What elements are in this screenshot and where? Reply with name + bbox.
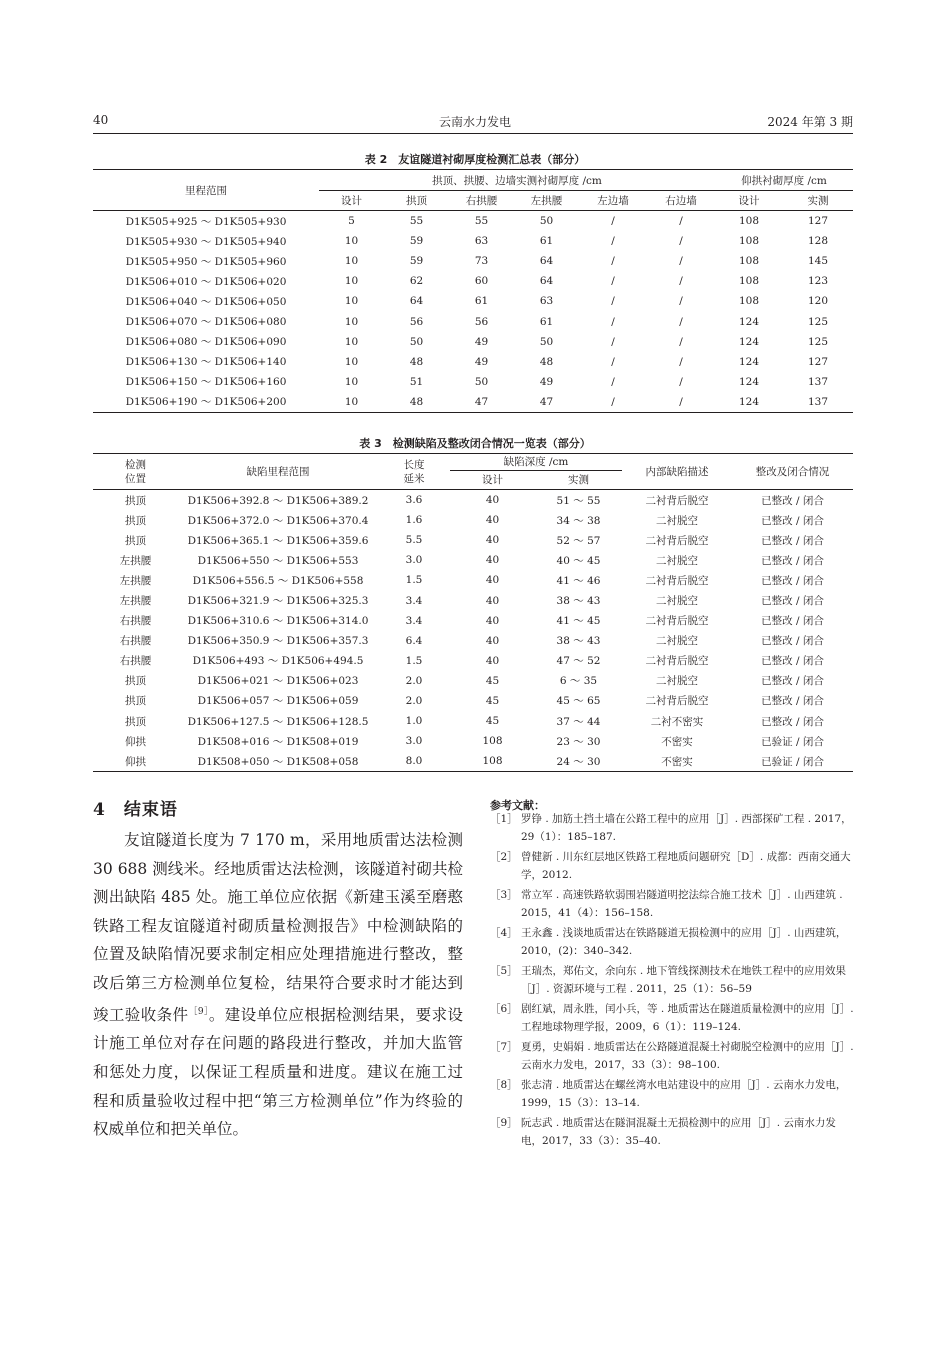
table-cell: 仰拱 — [125, 735, 146, 748]
table-row — [93, 691, 853, 711]
table3-header-status: 整改及闭合情况 — [732, 454, 853, 490]
table-cell: 已整改 / 闭合 — [761, 615, 824, 628]
table-cell: 47 ～ 52 — [556, 655, 601, 668]
table-cell: D1K505+925 ～ D1K505+930 — [125, 215, 287, 228]
table-cell: / — [579, 392, 647, 413]
table-cell: 49 — [539, 375, 554, 388]
table-cell: D1K506+010 ～ D1K506+020 — [125, 275, 287, 288]
reference-item — [490, 1000, 855, 1036]
table-cell: / — [611, 335, 615, 348]
table3-caption: 表 3 检测缺陷及整改闭合情况一览表（部分） — [359, 437, 591, 450]
table-cell: / — [611, 375, 615, 388]
table-cell: 已整改 / 闭合 — [761, 675, 824, 688]
table-cell: 左拱腰 — [119, 595, 152, 608]
reference-text: 王瑞杰，郑佑文，余向东 . 地下管线探测技术在地铁工程中的应用效果［J］. 资源环境与工程 . 2011，25（1）：56–59 — [521, 965, 847, 995]
table-cell: 38 ～ 43 — [556, 595, 601, 608]
table-cell: 已整改 / 闭合 — [761, 695, 824, 708]
table-row — [93, 271, 853, 291]
reference-item — [490, 1038, 855, 1074]
reference-text: 罗铮 . 加筋土挡土墙在公路工程中的应用［J］. 西部探矿工程 . 2017，29（1）：185–187. — [521, 813, 852, 843]
reference-number: ［4］ — [490, 927, 518, 939]
paragraph-text-part1: 友谊隧道长度为 7 170 m，采用地质雷达法检测 30 688 测线米。经地质雷达法检测，该隧道衬砌共检测出缺陷 485 处。施工单位应依据《新建玉溪至磨憨铁路工程友谊隧道衬砌质量检测报告》中检测缺陷的位置及缺陷情况要求制定相应处理措施进行整改，整改后第三方检测单位复检，结果符合要求时才能达到竣工验收条件 — [93, 831, 463, 1024]
table3-header-depth-design: 设计 — [450, 471, 535, 490]
table-cell: 二衬背后脱空 — [645, 494, 709, 507]
table-cell: / — [679, 275, 683, 288]
table-cell: 40 — [485, 614, 500, 627]
table-cell: 127 — [808, 355, 829, 368]
conclusion-paragraph — [93, 826, 463, 1144]
table-cell: D1K506+310.6 ～ D1K506+314.0 — [187, 615, 369, 628]
reference-text: 曾健新 . 川东红层地区铁路工程地质问题研究［D］. 成都：西南交通大学，2012. — [521, 851, 851, 881]
table-cell: 左拱腰 — [119, 574, 152, 587]
table-cell: 51 — [409, 375, 424, 388]
table-cell: 不密实 — [661, 735, 693, 748]
table-cell: 拱顶 — [125, 534, 146, 547]
table-cell: 23 ～ 30 — [556, 735, 601, 748]
table-cell: 108 — [739, 275, 760, 288]
reference-item — [490, 848, 855, 884]
table-cell: 61 — [539, 235, 554, 248]
table-cell: / — [611, 295, 615, 308]
table3-header-description: 内部缺陷描述 — [622, 454, 732, 490]
table-cell: 124 — [739, 355, 760, 368]
table-cell: / — [611, 315, 615, 328]
table-cell: D1K506+493 ～ D1K506+494.5 — [192, 655, 364, 668]
table-cell: 拱顶 — [125, 514, 146, 527]
reference-number: ［2］ — [490, 851, 518, 863]
table3-header-position — [93, 454, 178, 490]
table-cell: D1K506+372.0 ～ D1K506+370.4 — [187, 514, 369, 527]
table-cell: D1K506+080 ～ D1K506+090 — [125, 336, 287, 349]
table-cell: 108 — [739, 295, 760, 308]
table-cell: 已整改 / 闭合 — [761, 494, 824, 507]
citation-mark: ［9］ — [188, 1006, 209, 1017]
table-cell: 108 — [739, 235, 760, 248]
table2-subheader: 拱顶 — [384, 191, 449, 211]
table-cell: 125 — [808, 335, 829, 348]
table-cell: 137 — [783, 392, 853, 413]
table-cell: 40 — [485, 654, 500, 667]
table-cell: 45 — [485, 674, 500, 687]
table-row — [93, 671, 853, 691]
table3-header-length-line2: 延米 — [403, 472, 425, 485]
table-cell: 61 — [474, 295, 489, 308]
table-cell: 10 — [344, 255, 359, 268]
table-cell: 108 — [450, 751, 535, 772]
table-cell: 二衬背后脱空 — [645, 655, 709, 668]
table-cell: D1K506+365.1 ～ D1K506+359.6 — [187, 534, 369, 547]
table-cell: 37 ～ 44 — [556, 715, 601, 728]
table-cell: 50 — [539, 215, 554, 228]
table-cell: 123 — [808, 275, 829, 288]
reference-item — [490, 924, 855, 960]
table-cell: D1K508+016 ～ D1K508+019 — [197, 735, 359, 748]
table-cell: 52 ～ 57 — [556, 534, 601, 547]
table-cell: 二衬背后脱空 — [645, 695, 709, 708]
table-row — [93, 631, 853, 651]
header-rule — [93, 133, 853, 134]
table-cell: 41 ～ 46 — [556, 574, 601, 587]
table-cell: 63 — [474, 235, 489, 248]
table-row — [93, 332, 853, 352]
table-row — [93, 611, 853, 631]
table-cell: 10 — [344, 335, 359, 348]
table-cell: 1.5 — [405, 654, 423, 667]
table-cell: 1.0 — [405, 715, 423, 728]
table3-header-range: 缺陷里程范围 — [178, 454, 378, 490]
table-cell: 10 — [344, 275, 359, 288]
table-cell: 10 — [344, 355, 359, 368]
table-cell: 10 — [344, 375, 359, 388]
table-cell: 64 — [539, 275, 554, 288]
table-cell: / — [611, 215, 615, 228]
table-cell: 二衬背后脱空 — [645, 574, 709, 587]
table-cell: / — [611, 255, 615, 268]
table-cell: 已整改 / 闭合 — [761, 574, 824, 587]
table-cell: 137 — [808, 375, 829, 388]
table-cell: 59 — [409, 235, 424, 248]
table-row — [93, 731, 853, 751]
table-cell: 二衬不密实 — [650, 715, 704, 728]
table2-subheader: 右边墙 — [647, 191, 715, 211]
table-row — [93, 570, 853, 590]
table-cell: 50 — [474, 375, 489, 388]
table-cell: 已整改 / 闭合 — [761, 514, 824, 527]
table-cell: D1K506+057 ～ D1K506+059 — [197, 695, 359, 708]
table-cell: 40 — [485, 554, 500, 567]
reference-number: ［5］ — [490, 965, 518, 977]
journal-name: 云南水力发电 — [438, 115, 511, 129]
table3 — [93, 453, 853, 772]
table-row — [93, 550, 853, 570]
table-cell: 49 — [474, 335, 489, 348]
table-cell: 2.0 — [405, 694, 423, 707]
reference-item — [490, 1114, 855, 1150]
table2-subheader: 右拱腰 — [449, 191, 514, 211]
table-cell: D1K505+950 ～ D1K505+960 — [125, 255, 287, 268]
table-cell: D1K506+556.5 ～ D1K506+558 — [192, 574, 364, 587]
table-cell: 48 — [409, 355, 424, 368]
table-cell: 拱顶 — [125, 494, 146, 507]
table-cell: 108 — [482, 735, 503, 748]
table-cell: 3.4 — [405, 614, 423, 627]
table-cell: / — [679, 335, 683, 348]
issue-label: 2024 年第 3 期 — [767, 115, 853, 129]
table2 — [93, 169, 853, 413]
table2-subheader: 实测 — [783, 191, 853, 211]
table-cell: 145 — [808, 255, 829, 268]
table-cell: 1.6 — [405, 514, 423, 527]
table-cell: 50 — [539, 335, 554, 348]
table-row — [93, 711, 853, 731]
table3-header-length — [378, 454, 450, 490]
table-cell: 右拱腰 — [119, 615, 152, 628]
table-cell: 124 — [715, 392, 783, 413]
table-cell: 24 ～ 30 — [535, 751, 622, 772]
table3-header-position-line2: 位置 — [125, 472, 146, 485]
table2-subheader: 设计 — [319, 191, 384, 211]
table-cell: / — [679, 235, 683, 248]
table-cell: 3.0 — [405, 554, 423, 567]
table-cell: 8.0 — [378, 751, 450, 772]
table-cell: 128 — [808, 235, 829, 248]
reference-number: ［9］ — [490, 1117, 518, 1129]
table-row — [93, 231, 853, 251]
table-cell: 不密实 — [622, 751, 732, 772]
table-cell: 二衬脱空 — [656, 595, 698, 608]
table-cell: 3.4 — [405, 594, 423, 607]
table-cell: / — [611, 355, 615, 368]
table-cell: 59 — [409, 255, 424, 268]
table-cell: 124 — [739, 335, 760, 348]
table-cell: 50 — [409, 335, 424, 348]
table-cell: 108 — [739, 255, 760, 268]
table-cell: 已整改 / 闭合 — [761, 655, 824, 668]
table-cell: 64 — [409, 295, 424, 308]
table-cell: D1K508+050 ～ D1K508+058 — [178, 751, 378, 772]
table-cell: 40 ～ 45 — [556, 554, 601, 567]
table2-header-range: 里程范围 — [93, 170, 319, 211]
table-cell: 51 ～ 55 — [556, 494, 601, 507]
table-row — [93, 392, 853, 413]
table-cell: 右拱腰 — [119, 635, 152, 648]
table-cell: 40 — [485, 494, 500, 507]
table-row — [93, 311, 853, 331]
table-row — [93, 651, 853, 671]
table-cell: 10 — [344, 315, 359, 328]
table-cell: / — [679, 355, 683, 368]
table3-header-position-line1: 检测 — [125, 458, 146, 471]
table-cell: 右拱腰 — [119, 655, 152, 668]
table3-header-depth: 缺陷深度 /cm — [450, 454, 622, 471]
table-cell: 49 — [474, 355, 489, 368]
table-row — [93, 372, 853, 392]
table-row — [93, 352, 853, 372]
table-cell: 二衬脱空 — [656, 675, 698, 688]
table-cell: 6.4 — [405, 634, 423, 647]
table-cell: 62 — [409, 275, 424, 288]
table-cell: 已验证 / 闭合 — [732, 751, 853, 772]
table-cell: 40 — [485, 594, 500, 607]
table-cell: 已整改 / 闭合 — [761, 635, 824, 648]
table-cell: 5 — [348, 215, 355, 228]
table-cell: 拱顶 — [125, 695, 146, 708]
table-cell: 73 — [474, 255, 489, 268]
table-cell: 60 — [474, 275, 489, 288]
table3-header-depth-measured: 实测 — [535, 471, 622, 490]
reference-number: ［8］ — [490, 1079, 518, 1091]
reference-number: ［1］ — [490, 813, 518, 825]
table-cell: 56 — [474, 315, 489, 328]
table-cell: / — [679, 315, 683, 328]
table-cell: D1K506+127.5 ～ D1K506+128.5 — [187, 715, 369, 728]
table-cell: 61 — [539, 315, 554, 328]
table-row — [93, 490, 853, 511]
table-cell: 1.5 — [405, 574, 423, 587]
table-cell: 二衬脱空 — [656, 635, 698, 648]
table-cell: 55 — [474, 215, 489, 228]
table-cell: 拱顶 — [125, 675, 146, 688]
reference-text: 阮志武 . 地质雷达在隧洞混凝土无损检测中的应用［J］. 云南水力发电，2017，33（3）：35–40. — [521, 1117, 836, 1147]
table-cell: 3.0 — [405, 735, 423, 748]
table-cell: 56 — [409, 315, 424, 328]
table-cell: D1K506+150 ～ D1K506+160 — [125, 376, 287, 389]
table-cell: 左拱腰 — [119, 554, 152, 567]
table-row — [93, 251, 853, 271]
table-cell: 38 ～ 43 — [556, 635, 601, 648]
table-cell: 拱顶 — [125, 715, 146, 728]
reference-text: 王永鑫 . 浅谈地质雷达在铁路隧道无损检测中的应用［J］. 山西建筑，2010，(2)：340–342. — [521, 927, 847, 957]
table-row — [93, 590, 853, 610]
table-cell: D1K506+350.9 ～ D1K506+357.3 — [187, 635, 369, 648]
table-cell: 48 — [384, 392, 449, 413]
table-cell: / — [679, 215, 683, 228]
reference-list — [490, 810, 855, 1152]
table-cell: 34 ～ 38 — [556, 514, 601, 527]
table-cell: D1K506+550 ～ D1K506+553 — [197, 554, 359, 567]
table-row — [93, 510, 853, 530]
references-title: 参考文献： — [490, 799, 545, 812]
table-cell: / — [647, 392, 715, 413]
table2-subheader: 设计 — [715, 191, 783, 211]
section-title: 4 结束语 — [93, 800, 178, 820]
table-cell: 2.0 — [405, 674, 423, 687]
reference-number: ［6］ — [490, 1003, 518, 1015]
table-cell: 45 — [485, 715, 500, 728]
table-cell: 5.5 — [405, 534, 423, 547]
table-cell: 已整改 / 闭合 — [761, 534, 824, 547]
table-cell: D1K506+190 ～ D1K506+200 — [93, 392, 319, 413]
table-cell: 40 — [485, 534, 500, 547]
reference-text: 剧红斌，周永胜，闰小兵，等 . 地质雷达在隧道质量检测中的应用［J］. 工程地球物理学报，2009，6（1）：119–124. — [521, 1003, 854, 1033]
table-cell: 127 — [808, 215, 829, 228]
table-cell: 已整改 / 闭合 — [761, 595, 824, 608]
reference-item — [490, 962, 855, 998]
table-cell: 二衬背后脱空 — [645, 615, 709, 628]
table-row — [93, 291, 853, 311]
table-cell: 55 — [409, 215, 424, 228]
table2-caption: 表 2 友谊隧道衬砌厚度检测汇总表（部分） — [364, 153, 586, 166]
table-cell: 二衬脱空 — [656, 554, 698, 567]
table-cell: 108 — [739, 215, 760, 228]
reference-item — [490, 886, 855, 922]
table-row — [93, 751, 853, 772]
table-cell: 40 — [485, 514, 500, 527]
table-cell: 125 — [808, 315, 829, 328]
table-row — [93, 211, 853, 232]
table-cell: D1K506+130 ～ D1K506+140 — [125, 356, 287, 369]
table-cell: 41 ～ 45 — [556, 615, 601, 628]
table2-header-group1: 拱顶、拱腰、边墙实测衬砌厚度 /cm — [319, 170, 715, 191]
table-cell: 10 — [344, 295, 359, 308]
reference-item — [490, 810, 855, 846]
table2-subheader: 左拱腰 — [514, 191, 579, 211]
reference-number: ［3］ — [490, 889, 518, 901]
table-cell: D1K506+321.9 ～ D1K506+325.3 — [187, 595, 369, 608]
table-cell: 已整改 / 闭合 — [761, 715, 824, 728]
table-cell: / — [679, 375, 683, 388]
paragraph-text-part2: 。建设单位应根据检测结果，要求设计施工单位对存在问题的路段进行整改，并加大监管和惩处力度，以保证工程质量和进度。建议在施工过程和质量验收过程中把“第三方检测单位”作为终验的权威单位和把关单位。 — [93, 1005, 463, 1139]
table-cell: 120 — [808, 295, 829, 308]
table-cell: 40 — [485, 574, 500, 587]
table2-subheader: 左边墙 — [579, 191, 647, 211]
table-cell: 3.6 — [405, 494, 423, 507]
table-cell: 47 — [514, 392, 579, 413]
table-cell: 二衬背后脱空 — [645, 534, 709, 547]
reference-text: 夏勇，史娟娟 . 地质雷达在公路隧道混凝土衬砌脱空检测中的应用［J］. 云南水力发电，2017，33（3）：98–100. — [521, 1041, 854, 1071]
table-cell: D1K506+040 ～ D1K506+050 — [125, 295, 287, 308]
table-cell: 48 — [539, 355, 554, 368]
table-cell: 40 — [485, 634, 500, 647]
table-cell: D1K505+930 ～ D1K505+940 — [125, 235, 287, 248]
table-cell: / — [611, 275, 615, 288]
table-cell: D1K506+021 ～ D1K506+023 — [197, 675, 359, 688]
table-cell: 已验证 / 闭合 — [761, 735, 824, 748]
table-cell: D1K506+392.8 ～ D1K506+389.2 — [187, 494, 369, 507]
table-cell: 124 — [739, 375, 760, 388]
reference-number: ［7］ — [490, 1041, 518, 1053]
table2-header-group2: 仰拱衬砌厚度 /cm — [715, 170, 853, 191]
table-cell: / — [611, 235, 615, 248]
table3-header-length-line1: 长度 — [403, 458, 425, 471]
table-row — [93, 530, 853, 550]
table-cell: / — [679, 255, 683, 268]
table-cell: 10 — [319, 392, 384, 413]
table-cell: 10 — [344, 235, 359, 248]
table-cell: 124 — [739, 315, 760, 328]
table-cell: 仰拱 — [93, 751, 178, 772]
table-cell: 已整改 / 闭合 — [761, 554, 824, 567]
table-cell: 47 — [449, 392, 514, 413]
table-cell: / — [679, 295, 683, 308]
table-cell: 64 — [539, 255, 554, 268]
reference-item — [490, 1076, 855, 1112]
reference-text: 张志清 . 地质雷达在螺丝湾水电站建设中的应用［J］. 云南水力发电，1999，15（3）：13–14. — [521, 1079, 847, 1109]
table-cell: 45 ～ 65 — [556, 695, 601, 708]
table-cell: 6 ～ 35 — [559, 675, 598, 688]
table-cell: 45 — [485, 694, 500, 707]
reference-text: 常立军 . 高速铁路软弱围岩隧道明挖法综合施工技术［J］. 山西建筑 . 2015，41（4）：156–158. — [521, 889, 843, 919]
table-cell: 63 — [539, 295, 554, 308]
page-number: 40 — [93, 113, 109, 127]
table-cell: D1K506+070 ～ D1K506+080 — [125, 316, 287, 329]
table-cell: 二衬脱空 — [656, 514, 698, 527]
